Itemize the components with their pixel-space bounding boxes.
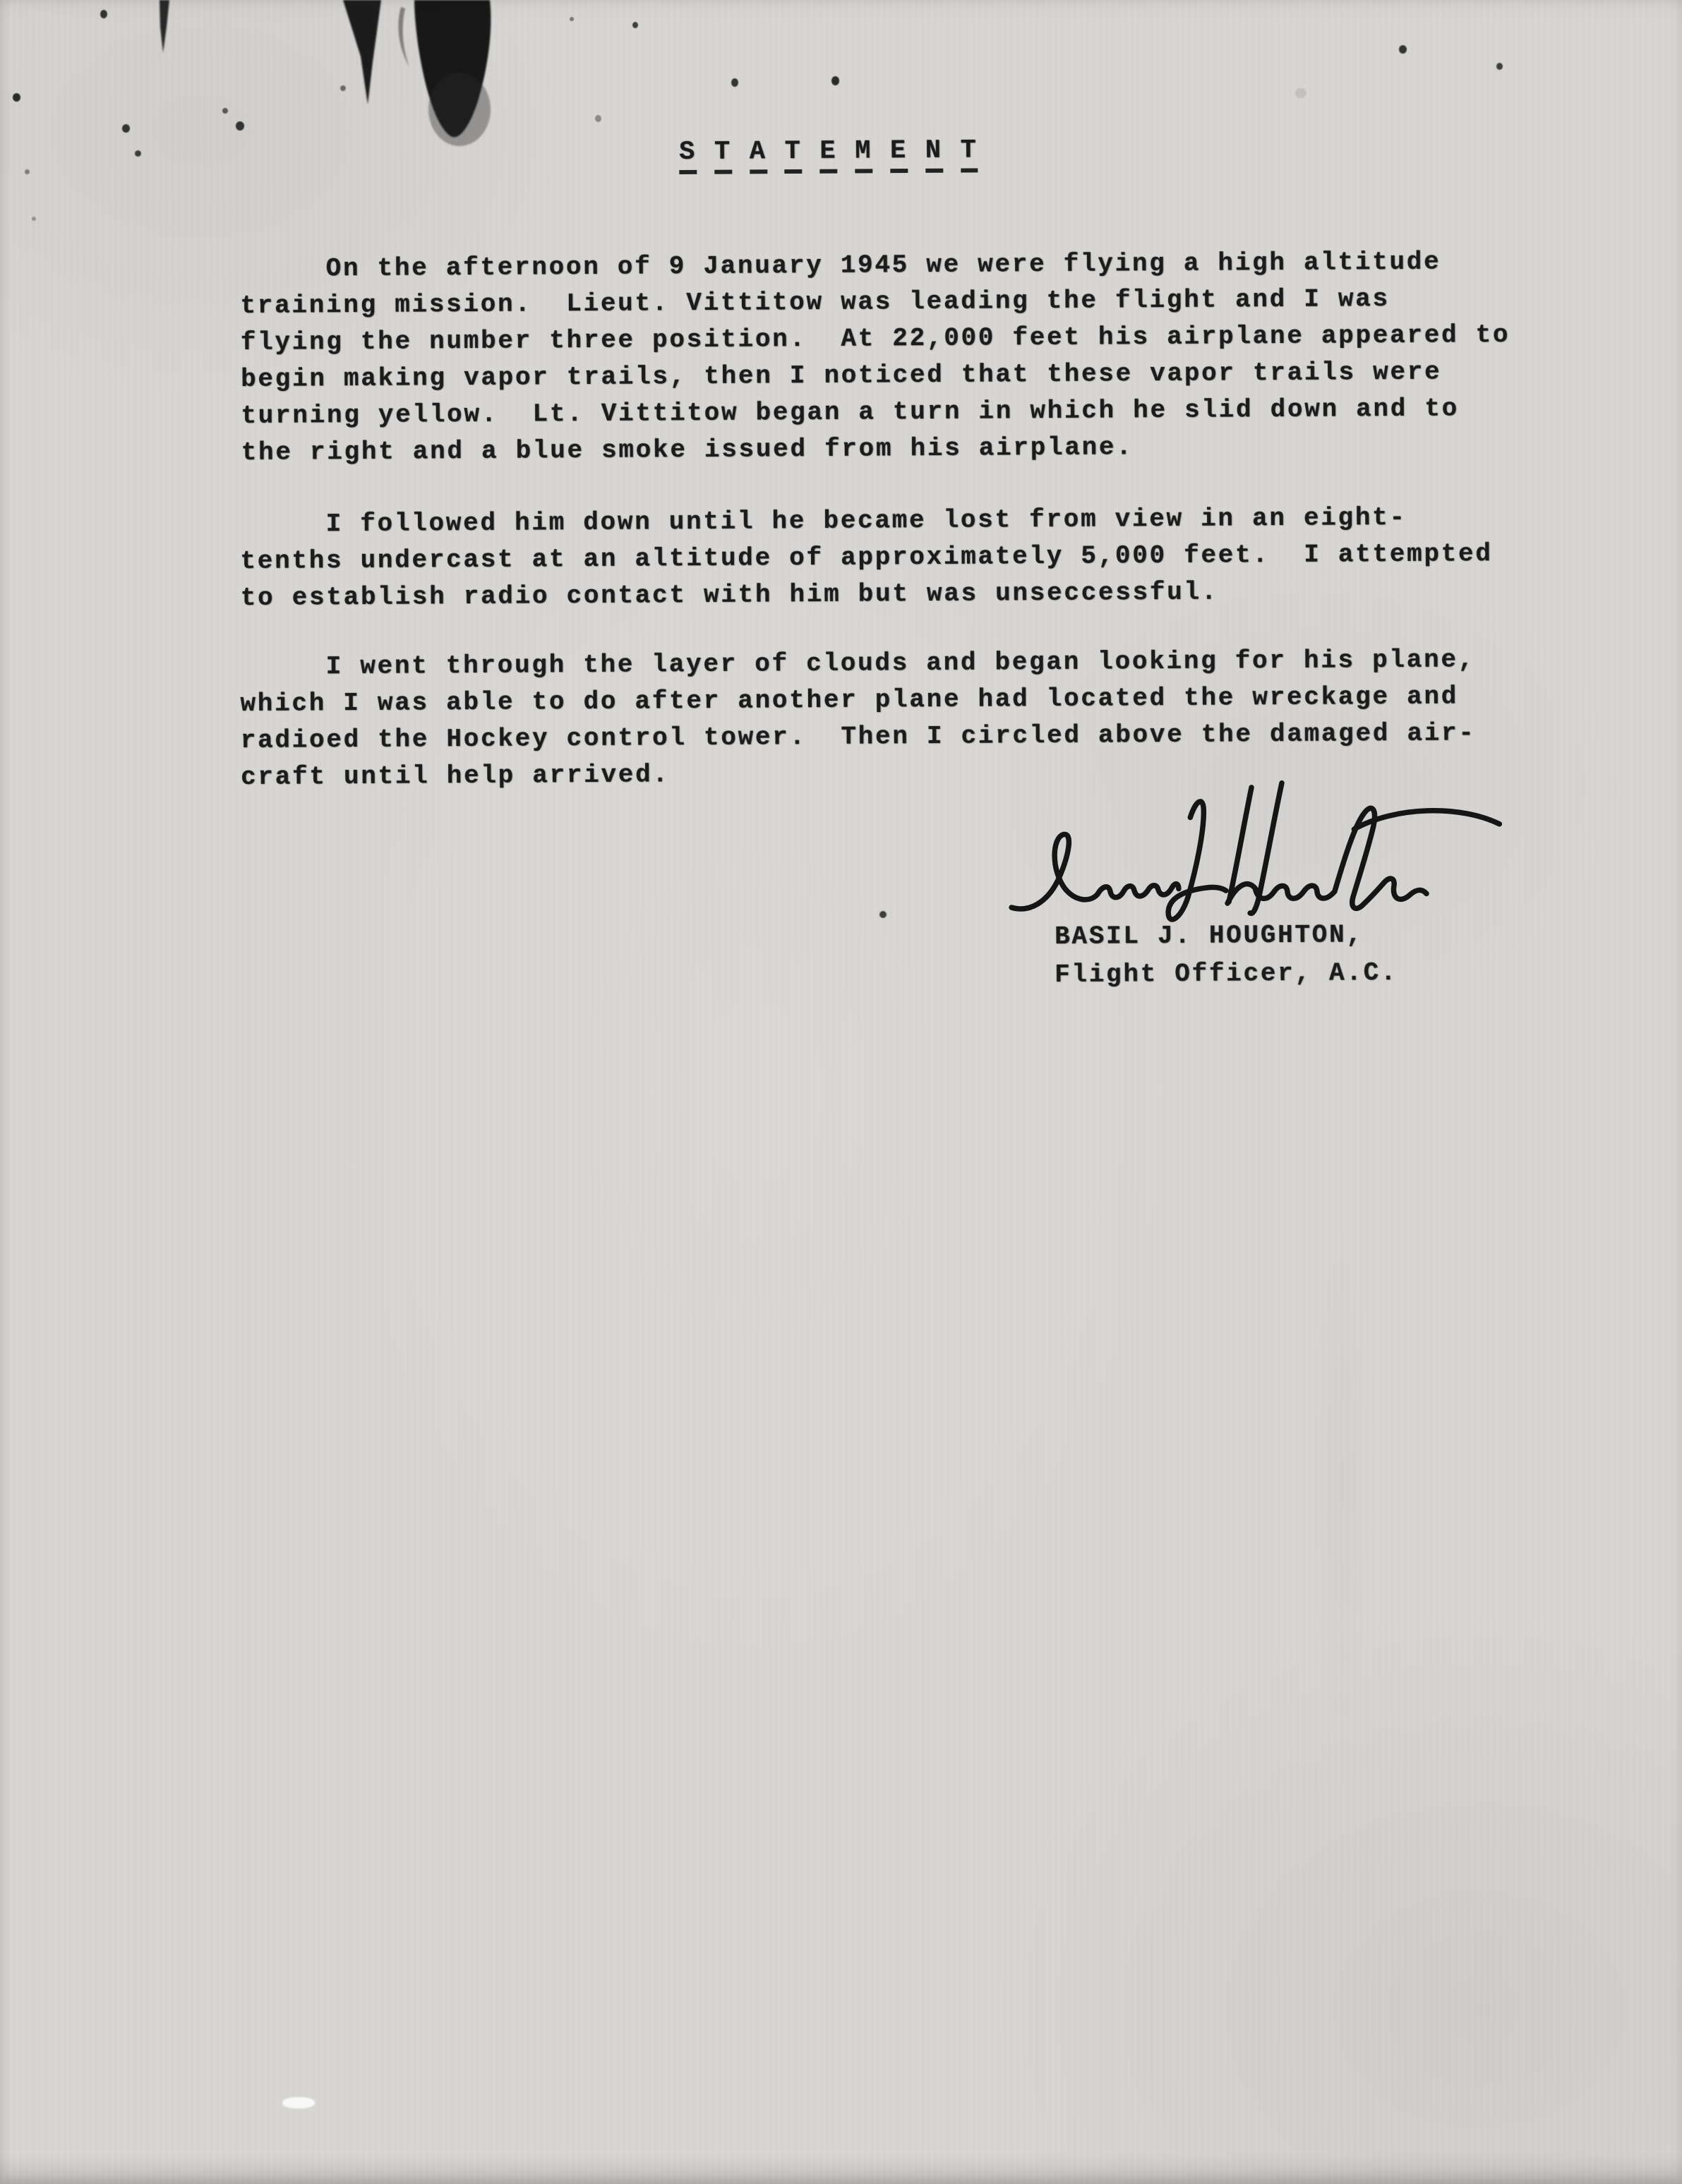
ink-speck: [25, 169, 30, 174]
document-title: S T A T E M E N T: [679, 132, 978, 171]
statement-paragraph-1: On the afternoon of 9 January 1945 we were flying a high altitude training mission. Lieut. Vittitow was leading the flight and I was flying the number three position. At 22,000 feet his airplane appeared to begin making vapor trails, then I noticed that these vapor trails were turning yellow. Lt. Vittitow began a turn in which he slid down and to the right and a blue smoke issued from his airplane.: [240, 247, 1510, 467]
ink-speck: [1295, 88, 1306, 98]
statement-paragraph-3: I went through the layer of clouds and began looking for his plane, which I was able to do after another plane had located the wreckage and radioed the Hockey control tower. Then I circled above the damaged air- craft until help arrived.: [240, 645, 1476, 792]
ink-speck: [595, 115, 601, 122]
ink-speck: [1399, 45, 1407, 54]
ink-speck: [100, 10, 107, 18]
signatory-name: BASIL J. HOUGHTON,: [1055, 920, 1364, 951]
ink-speck: [222, 108, 228, 114]
ink-speck: [879, 911, 887, 918]
ink-speck: [831, 76, 839, 85]
paper-fleck: [282, 2097, 315, 2108]
ink-speck: [632, 22, 638, 28]
ink-speck: [236, 121, 244, 131]
ink-speck: [340, 85, 346, 91]
ink-speck: [135, 150, 141, 157]
ink-speck: [13, 93, 20, 102]
ink-speck: [122, 124, 130, 133]
handwritten-signature: [1008, 779, 1511, 934]
ink-speck: [570, 17, 574, 21]
ink-speck: [32, 217, 36, 221]
signatory-rank: Flight Officer, A.C.: [1055, 958, 1398, 989]
ink-speck: [1496, 63, 1503, 70]
statement-paragraph-2: I followed him down until he became lost from view in an eight- tenths undercast at an altitude of approximately 5,000 feet. I attempted to establish radio contact with him but was unseccessful.: [240, 502, 1493, 613]
ink-speck: [731, 78, 738, 87]
ink-blot-top: [0, 0, 551, 162]
